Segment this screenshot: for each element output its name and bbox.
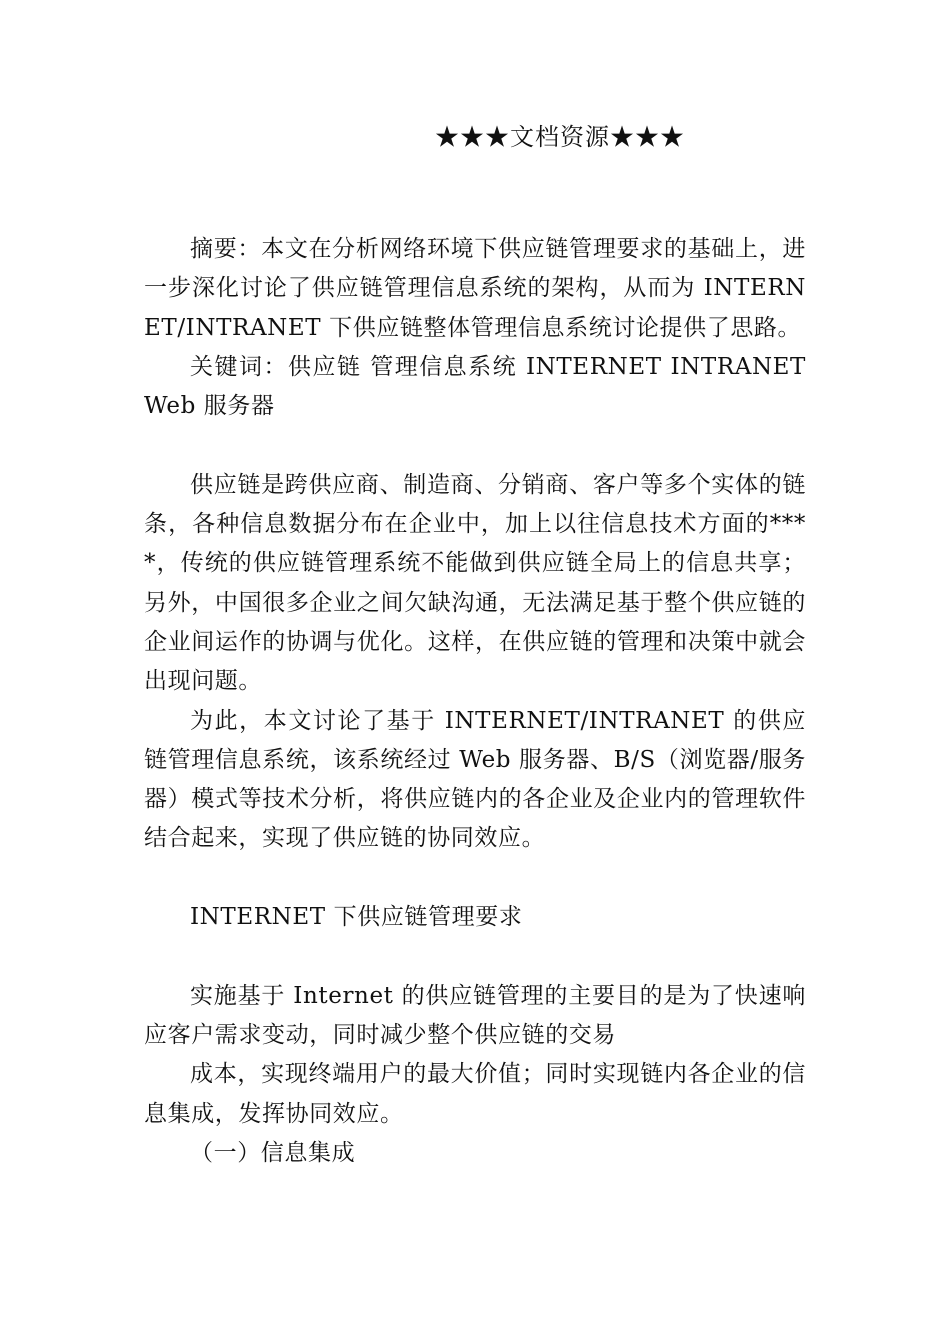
section-paragraph-1: 实施基于 Internet 的供应链管理的主要目的是为了快速响应客户需求变动，同时减少整个供应链的交易 xyxy=(144,982,806,1048)
section-paragraph-2: 成本，实现终端用户的最大价值；同时实现链内各企业的信息集成，发挥协同效应。 xyxy=(144,1061,806,1127)
abstract-paragraph: 摘要：本文在分析网络环境下供应链管理要求的基础上，进一步深化讨论了供应链管理信息系统的架构，从而为 INTERNET/INTRANET 下供应链整体管理信息系统讨论提供了思路。 xyxy=(144,236,806,341)
intro-paragraph-1: 供应链是跨供应商、制造商、分销商、客户等多个实体的链条，各种信息数据分布在企业中，加上以往信息技术方面的****，传统的供应链管理系统不能做到供应链全局上的信息共享；另外，中国很多企业之间欠缺沟通，无法满足基于整个供应链的企业间运作的协调与优化。这样，在供应链的管理和决策中就会出现问题。 xyxy=(144,471,806,695)
document-body xyxy=(144,230,806,1173)
section-heading: INTERNET 下供应链管理要求 xyxy=(190,904,523,931)
subsection-heading: （一）信息集成 xyxy=(190,1139,356,1166)
document-banner: ★★★文档资源★★★ xyxy=(435,123,685,151)
blank-line xyxy=(144,426,806,465)
keywords-paragraph: 关键词：供应链 管理信息系统 INTERNET INTRANET Web 服务器 xyxy=(144,353,806,420)
blank-line xyxy=(144,937,806,976)
blank-line xyxy=(144,859,806,898)
intro-paragraph-2: 为此，本文讨论了基于 INTERNET/INTRANET 的供应链管理信息系统，该系统经过 Web 服务器、B/S（浏览器/服务器）模式等技术分析，将供应链内的各企业及企业内的管理软件结合起来，实现了供应链的协同效应。 xyxy=(144,707,806,852)
